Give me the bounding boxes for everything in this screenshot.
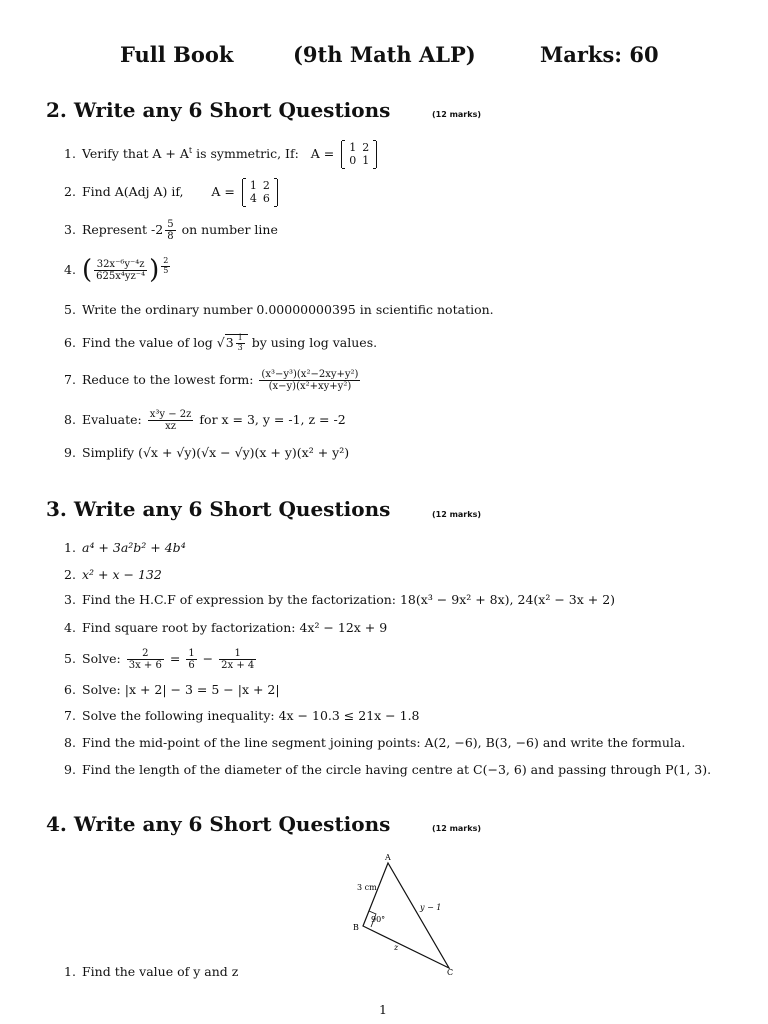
s2-question-6: 6. Find the value of log √3 $\frac{1}{3}$ by using log values. <box>64 333 378 352</box>
s2-question-4: 4. ( $\frac{\text{32x⁻⁶y⁻⁴z}}{\text{625x⁴yz⁻⁴}}$ ) $\frac{2}{5}$ <box>64 255 169 285</box>
header-title: Full Book <box>120 42 234 67</box>
s3-question-7: 7. Solve the following inequality: 4x − 10.3 ≤ 21x − 1.8 <box>64 708 420 723</box>
angle-label: 90° <box>371 915 386 924</box>
s2-question-2: 2. Find A(Adj A) if, A = 1 2 4 6 <box>64 179 278 206</box>
s3-question-4: 4. Find square root by factorization: 4x² − 12x + 9 <box>64 620 388 635</box>
s3-question-8: 8. Find the mid-point of the line segment joining points: A(2, −6), B(3, −6) and write the formula. <box>64 735 686 750</box>
s3-question-1: 1. a⁴ + 3a²b² + 4b⁴ <box>64 540 186 555</box>
s4-question-1: 1. Find the value of y and z <box>64 964 239 979</box>
section-3-marks: (12 marks) <box>432 510 481 519</box>
s2-question-3: 3. Represent -2 $\frac{5}{8}$ on number line <box>64 219 278 242</box>
vertex-c-label: C <box>447 968 454 977</box>
s2-question-1: 1. Verify that $A + A^t$ is symmetric, If: A = 1 2 0 1 <box>64 141 377 168</box>
header-marks: Marks: 60 <box>540 42 659 67</box>
triangle-figure <box>340 850 470 980</box>
s2-question-7: 7. Reduce to the lowest form: $\frac{\text{(x³−y³)(x²−2xy+y²)}}{\text{(x−y)(x²+xy+y²)}}$ <box>64 369 359 392</box>
s2-question-8: 8. Evaluate: $\frac{\text{x³y − 2z}}{xz}$ for x = 3, y = -1, z = -2 <box>64 409 346 432</box>
s2-question-9: 9. Simplify (√x + √y)(√x − √y)(x + y)(x² + y²) <box>64 445 350 460</box>
page-number: 1 <box>379 1002 387 1017</box>
s3-question-3: 3. Find the H.C.F of expression by the factorization: 18(x³ − 9x² + 8x), 24(x² − 3x + 2) <box>64 592 616 607</box>
side-ab-label: 3 cm <box>357 883 377 892</box>
section-4-title: 4. Write any 6 Short Questions <box>46 812 391 836</box>
section-2-marks: (12 marks) <box>432 110 481 119</box>
s2-question-5: 5. Write the ordinary number 0.00000000395 in scientific notation. <box>64 302 494 317</box>
vertex-b-label: B <box>353 923 359 932</box>
section-3-title: 3. Write any 6 Short Questions <box>46 497 391 521</box>
s3-question-6: 6. Solve: |x + 2| − 3 = 5 − |x + 2| <box>64 682 280 697</box>
vertex-a-label: A <box>385 853 391 862</box>
s3-question-2: 2. x² + x − 132 <box>64 567 162 582</box>
s3-question-9: 9. Find the length of the diameter of the circle having centre at C(−3, 6) and passing through P(1, 3). <box>64 762 712 777</box>
side-ac-label: y − 1 <box>420 903 442 912</box>
header-class: (9th Math ALP) <box>293 42 476 67</box>
s3-question-5: 5. Solve: $\frac{2}{3x + 6}$ = $\frac{1}{6}$ − $\frac{1}{2x + 4}$ <box>64 648 255 671</box>
section-2-title: 2. Write any 6 Short Questions <box>46 98 391 122</box>
section-4-marks: (12 marks) <box>432 824 481 833</box>
side-bc-label: z <box>394 943 399 952</box>
